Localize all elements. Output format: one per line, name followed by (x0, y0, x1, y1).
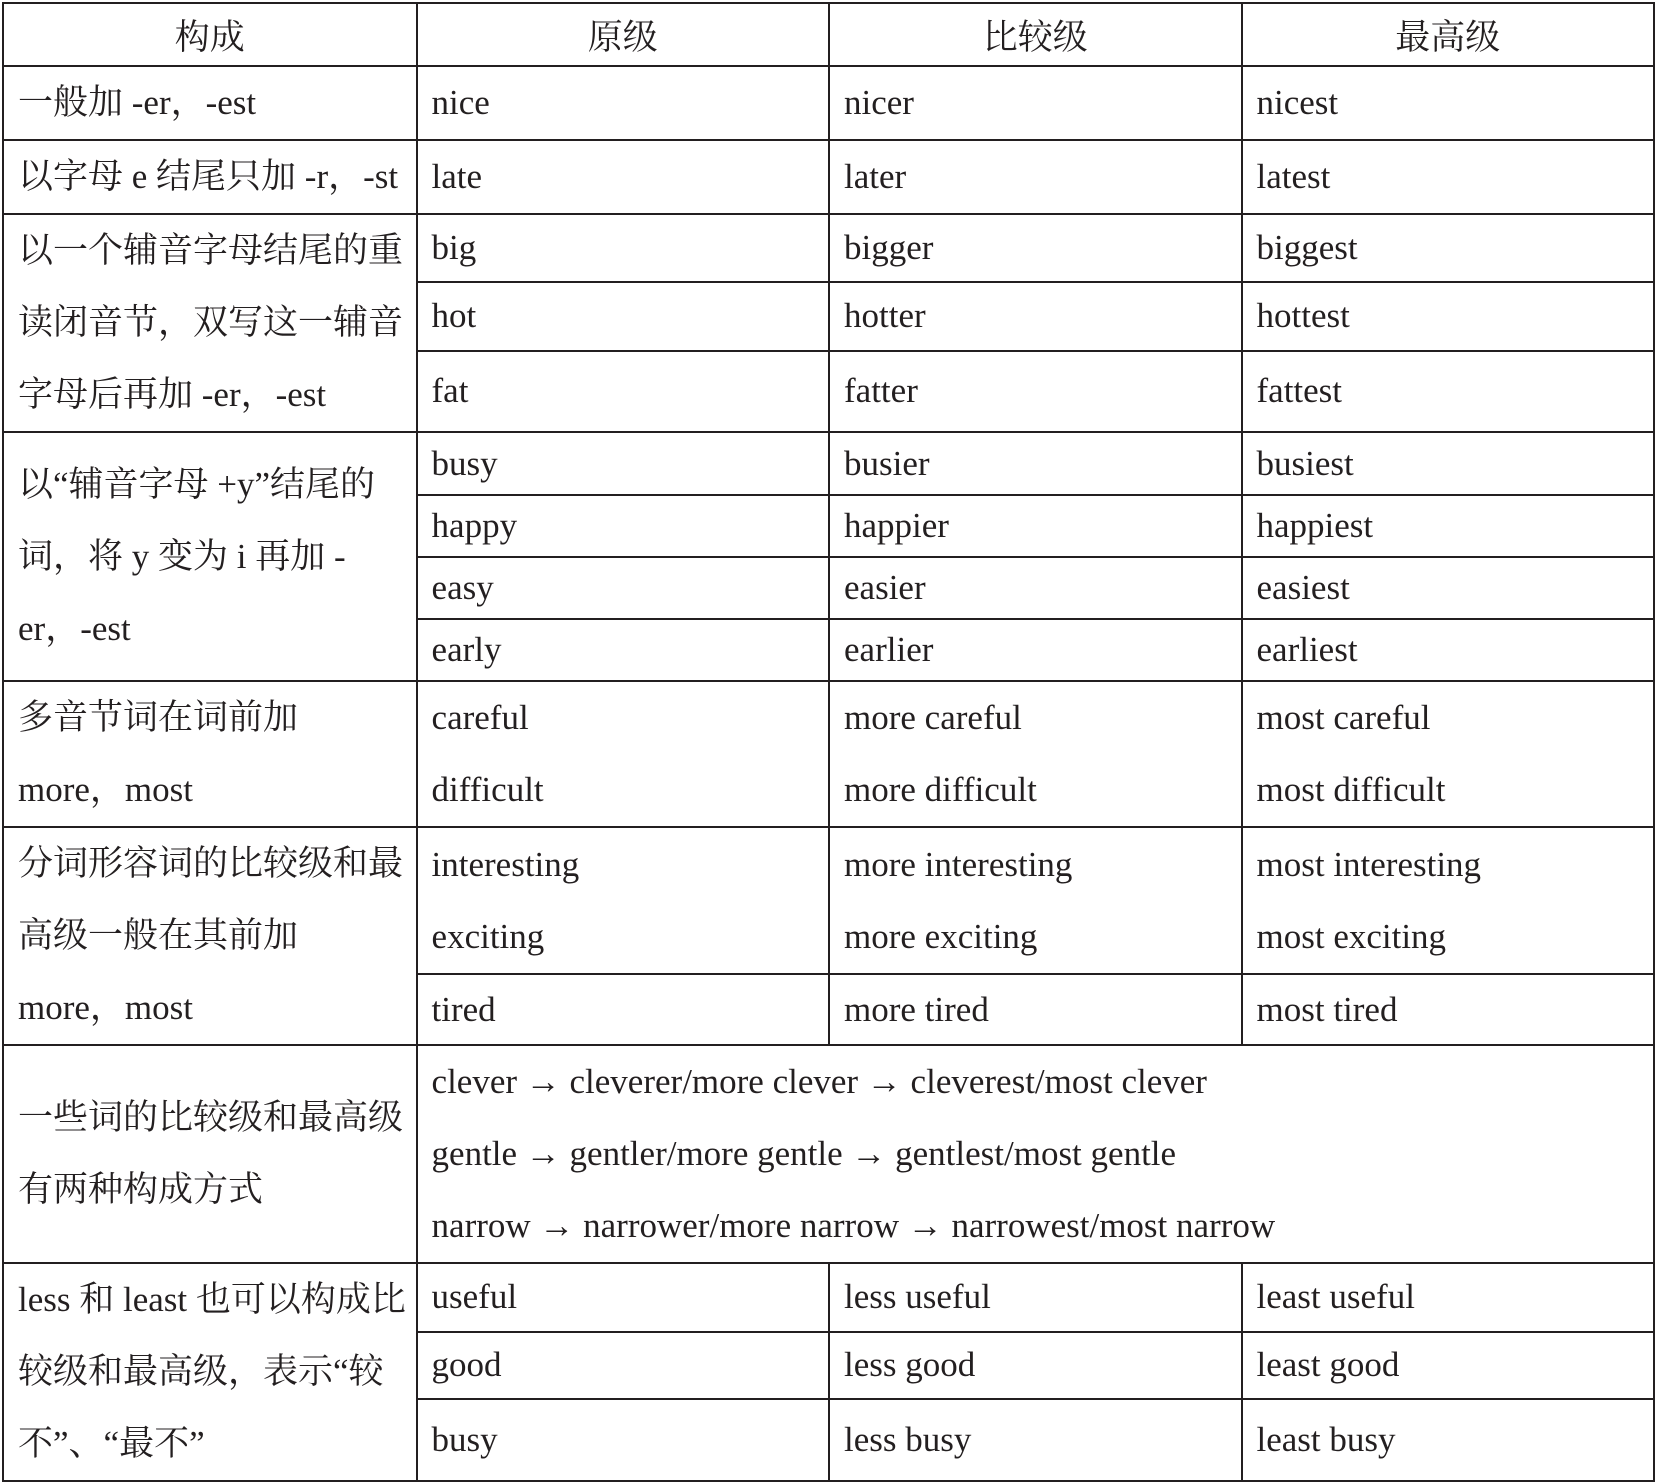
positive-cell: busy (417, 432, 829, 495)
header-cell-positive: 原级 (417, 3, 829, 66)
cell-line: most interesting (1256, 844, 1482, 884)
superlative-cell: earliest (1242, 619, 1655, 681)
comparative-cell: bigger (829, 214, 1241, 282)
header-cell-formation: 构成 (3, 3, 417, 66)
comparative-cell: nicer (829, 66, 1241, 140)
header-row (3, 3, 1654, 66)
table-row (3, 1045, 1654, 1263)
table-row (3, 432, 1654, 495)
table-row (3, 1263, 1654, 1332)
cell-line: exciting (431, 916, 545, 956)
cell-line: more careful (844, 698, 1022, 737)
superlative-cell: least useful (1242, 1263, 1655, 1332)
cell-line: most difficult (1256, 770, 1446, 809)
positive-cell (417, 681, 829, 827)
rule-cell: 以“辅音字母 +y”结尾的词，将 y 变为 i 再加 -er，-est (3, 432, 417, 681)
comparative-cell: less busy (829, 1399, 1241, 1481)
superlative-cell: most tired (1242, 974, 1655, 1045)
positive-cell: useful (417, 1263, 829, 1332)
positive-cell: early (417, 619, 829, 681)
table-row (3, 214, 1654, 282)
cell-line: most careful (1256, 698, 1431, 737)
rule-cell: 多音节词在词前加 more，most (3, 681, 417, 827)
superlative-cell: hottest (1242, 282, 1655, 350)
rule-cell: 以字母 e 结尾只加 -r，-st (3, 140, 417, 214)
rule-cell: 以一个辅音字母结尾的重读闭音节，双写这一辅音字母后再加 -er，-est (3, 214, 417, 432)
superlative-cell: biggest (1242, 214, 1655, 282)
table-row (3, 681, 1654, 827)
rule-cell: 分词形容词的比较级和最高级一般在其前加 more，most (3, 827, 417, 1045)
cell-line: more exciting (844, 916, 1038, 956)
cell-line: more difficult (844, 770, 1037, 809)
two-ways-cell (417, 1045, 1654, 1263)
rule-cell: 一些词的比较级和最高级有两种构成方式 (3, 1045, 417, 1263)
superlative-cell: nicest (1242, 66, 1655, 140)
superlative-cell: latest (1242, 140, 1655, 214)
comparative-cell: happier (829, 495, 1241, 557)
superlative-cell: happiest (1242, 495, 1655, 557)
positive-cell: happy (417, 495, 829, 557)
superlative-cell: least good (1242, 1332, 1655, 1400)
comparative-cell: easier (829, 557, 1241, 619)
positive-cell: busy (417, 1399, 829, 1481)
comparative-cell: fatter (829, 351, 1241, 433)
header-cell-superlative: 最高级 (1242, 3, 1655, 66)
cell-line: most exciting (1256, 916, 1447, 956)
superlative-cell (1242, 681, 1655, 827)
superlative-cell: least busy (1242, 1399, 1655, 1481)
two-ways-line: gentle → gentler/more gentle → gentlest/most gentle (431, 1134, 1177, 1173)
comparative-cell: earlier (829, 619, 1241, 681)
comparative-cell (829, 681, 1241, 827)
two-ways-line: narrow → narrower/more narrow → narrowest/most narrow (431, 1206, 1276, 1245)
positive-cell: easy (417, 557, 829, 619)
rule-cell: 一般加 -er，-est (3, 66, 417, 140)
table-row (3, 66, 1654, 140)
cell-line: more interesting (844, 844, 1073, 884)
header-cell-comparative: 比较级 (829, 3, 1241, 66)
two-ways-line: clever → cleverer/more clever → cleverest/most clever (431, 1062, 1207, 1101)
cell-line: difficult (431, 770, 544, 809)
cell-line: careful (431, 698, 529, 737)
positive-cell: nice (417, 66, 829, 140)
superlative-cell: easiest (1242, 557, 1655, 619)
positive-cell: big (417, 214, 829, 282)
comparative-cell: more tired (829, 974, 1241, 1045)
comparison-table (2, 2, 1655, 1482)
table-row (3, 140, 1654, 214)
positive-cell: good (417, 1332, 829, 1400)
positive-cell (417, 827, 829, 974)
table-header (3, 3, 1654, 66)
comparative-cell: less useful (829, 1263, 1241, 1332)
cell-line: interesting (431, 844, 580, 884)
comparative-cell: hotter (829, 282, 1241, 350)
rule-cell: less 和 least 也可以构成比较级和最高级，表示“较不”、“最不” (3, 1263, 417, 1481)
positive-cell: tired (417, 974, 829, 1045)
positive-cell: late (417, 140, 829, 214)
table-row (3, 827, 1654, 974)
comparison-table-container (2, 2, 1655, 1463)
superlative-cell: busiest (1242, 432, 1655, 495)
positive-cell: fat (417, 351, 829, 433)
table-body (3, 66, 1654, 1481)
comparative-cell: less good (829, 1332, 1241, 1400)
superlative-cell: fattest (1242, 351, 1655, 433)
comparative-cell: busier (829, 432, 1241, 495)
superlative-cell (1242, 827, 1655, 974)
positive-cell: hot (417, 282, 829, 350)
comparative-cell (829, 827, 1241, 974)
comparative-cell: later (829, 140, 1241, 214)
